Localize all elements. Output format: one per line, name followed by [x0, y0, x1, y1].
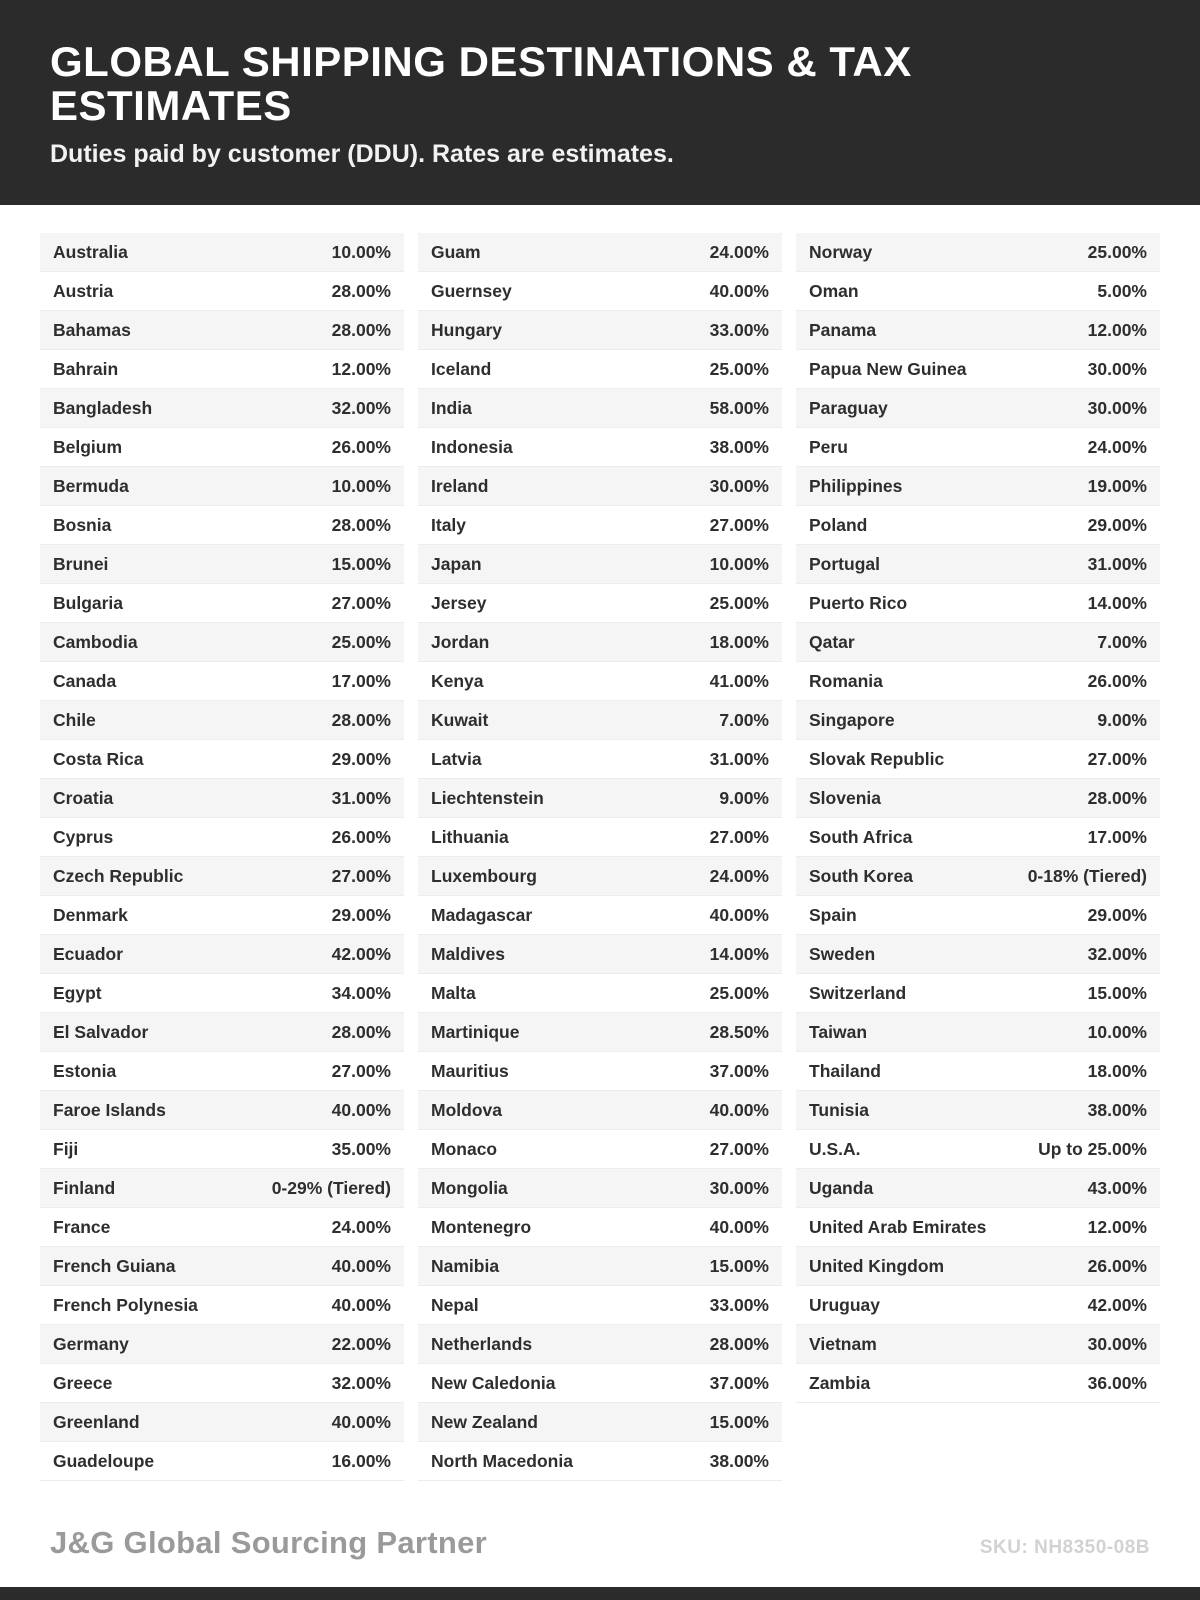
country-name: Nepal — [431, 1294, 479, 1315]
tax-rate: 25.00% — [709, 592, 769, 613]
country-name: Portugal — [809, 553, 880, 574]
tax-rate: 28.00% — [709, 1333, 769, 1354]
table-row — [40, 935, 404, 974]
country-name: Fiji — [53, 1138, 79, 1159]
country-name: Maldives — [431, 943, 505, 964]
tax-rate: 40.00% — [331, 1294, 391, 1315]
table-row — [40, 1403, 404, 1442]
country-name: Bulgaria — [53, 592, 124, 613]
country-name: Japan — [431, 553, 482, 574]
page-subtitle: Duties paid by customer (DDU). Rates are estimates. — [50, 140, 674, 169]
table-row — [796, 233, 1160, 272]
tax-rate: 26.00% — [331, 826, 391, 847]
table-row — [40, 272, 404, 311]
table-row — [796, 974, 1160, 1013]
country-name: Zambia — [809, 1372, 871, 1393]
country-name: Vietnam — [809, 1333, 877, 1354]
country-name: Tunisia — [809, 1099, 869, 1120]
tax-rate: 24.00% — [1087, 436, 1147, 457]
country-name: Monaco — [431, 1138, 498, 1159]
table-row — [40, 974, 404, 1013]
country-name: Madagascar — [431, 904, 533, 925]
table-row — [40, 1091, 404, 1130]
country-name: Slovak Republic — [809, 748, 945, 769]
table-row — [40, 584, 404, 623]
country-name: Luxembourg — [431, 865, 537, 886]
table-row — [40, 896, 404, 935]
country-name: Brunei — [53, 553, 109, 574]
tax-rate: 29.00% — [1087, 904, 1147, 925]
table-row — [418, 740, 782, 779]
table-row — [796, 1013, 1160, 1052]
country-name: Ireland — [431, 475, 489, 496]
tax-rate: 19.00% — [1087, 475, 1147, 496]
tax-rate: 18.00% — [1087, 1060, 1147, 1081]
sku-label: SKU: NH8350-08B — [979, 1537, 1150, 1558]
tax-rate: 27.00% — [331, 865, 391, 886]
table-row — [418, 1442, 782, 1481]
country-name: Australia — [53, 241, 128, 262]
rates-table — [0, 205, 1200, 1481]
tax-rate: 10.00% — [709, 553, 769, 574]
country-name: El Salvador — [53, 1021, 149, 1042]
country-name: Costa Rica — [53, 748, 144, 769]
table-row — [796, 1130, 1160, 1169]
table-row — [796, 857, 1160, 896]
table-row — [796, 1169, 1160, 1208]
country-name: Liechtenstein — [431, 787, 544, 808]
table-row — [418, 662, 782, 701]
table-row — [40, 623, 404, 662]
tax-rate: 18.00% — [709, 631, 769, 652]
table-row — [40, 1208, 404, 1247]
country-name: Indonesia — [431, 436, 513, 457]
country-name: Guadeloupe — [53, 1450, 155, 1471]
country-name: Papua New Guinea — [809, 358, 967, 379]
table-row — [796, 311, 1160, 350]
country-name: Croatia — [53, 787, 114, 808]
country-name: Latvia — [431, 748, 482, 769]
tax-rate: 28.00% — [331, 709, 391, 730]
tax-rate: 15.00% — [331, 553, 391, 574]
tax-rate: 9.00% — [719, 787, 769, 808]
country-name: Finland — [53, 1177, 116, 1198]
bottom-accent-bar — [0, 1587, 1200, 1600]
country-name: South Korea — [809, 865, 914, 886]
table-row — [418, 389, 782, 428]
tax-rate: 0-18% (Tiered) — [1027, 865, 1147, 886]
table-row — [40, 311, 404, 350]
country-name: France — [53, 1216, 111, 1237]
country-name: Lithuania — [431, 826, 509, 847]
tax-rate: 38.00% — [709, 436, 769, 457]
country-name: Bahamas — [53, 319, 131, 340]
table-row — [796, 779, 1160, 818]
tax-rate: 40.00% — [709, 280, 769, 301]
table-row — [418, 272, 782, 311]
tax-rate: 30.00% — [709, 475, 769, 496]
tax-rate: 10.00% — [331, 241, 391, 262]
table-row — [796, 272, 1160, 311]
page-header — [0, 0, 1200, 205]
tax-rate: 14.00% — [1087, 592, 1147, 613]
country-name: United Arab Emirates — [809, 1216, 987, 1237]
table-row — [40, 428, 404, 467]
country-name: Paraguay — [809, 397, 888, 418]
table-row — [40, 662, 404, 701]
tax-rate: 16.00% — [331, 1450, 391, 1471]
rate-column — [796, 233, 1160, 1403]
table-row — [796, 1091, 1160, 1130]
table-row — [40, 1364, 404, 1403]
tax-rate: 5.00% — [1097, 280, 1147, 301]
tax-rate: 15.00% — [709, 1255, 769, 1276]
tax-rate: 30.00% — [1087, 397, 1147, 418]
table-row — [40, 1442, 404, 1481]
table-row — [40, 1013, 404, 1052]
table-row — [418, 974, 782, 1013]
tax-rate: 29.00% — [331, 748, 391, 769]
country-name: Germany — [53, 1333, 129, 1354]
country-name: Ecuador — [53, 943, 124, 964]
country-name: U.S.A. — [809, 1138, 861, 1159]
table-row — [40, 1052, 404, 1091]
country-name: Belgium — [53, 436, 123, 457]
tax-rate: 14.00% — [709, 943, 769, 964]
table-row — [40, 1247, 404, 1286]
table-row — [796, 818, 1160, 857]
tax-rate: 32.00% — [331, 397, 391, 418]
country-name: Hungary — [431, 319, 502, 340]
tax-rate: 27.00% — [709, 1138, 769, 1159]
country-name: Oman — [809, 280, 859, 301]
country-name: Taiwan — [809, 1021, 868, 1042]
table-row — [40, 779, 404, 818]
rate-column — [418, 233, 782, 1481]
tax-rate: Up to 25.00% — [1038, 1138, 1147, 1159]
country-name: Sweden — [809, 943, 876, 964]
table-row — [796, 1325, 1160, 1364]
tax-rate: 31.00% — [709, 748, 769, 769]
country-name: Estonia — [53, 1060, 117, 1081]
table-row — [418, 701, 782, 740]
country-name: South Africa — [809, 826, 913, 847]
country-name: Iceland — [431, 358, 492, 379]
tax-rate: 12.00% — [1087, 319, 1147, 340]
table-row — [418, 311, 782, 350]
table-row — [418, 467, 782, 506]
tax-rate: 31.00% — [331, 787, 391, 808]
country-name: Austria — [53, 280, 114, 301]
table-row — [418, 545, 782, 584]
country-name: New Zealand — [431, 1411, 538, 1432]
country-name: Cambodia — [53, 631, 138, 652]
table-row — [418, 1325, 782, 1364]
country-name: North Macedonia — [431, 1450, 573, 1471]
table-row — [796, 506, 1160, 545]
country-name: Egypt — [53, 982, 102, 1003]
table-row — [40, 389, 404, 428]
country-name: Mongolia — [431, 1177, 508, 1198]
table-row — [796, 935, 1160, 974]
table-row — [418, 1091, 782, 1130]
table-row — [796, 1364, 1160, 1403]
tax-rate: 33.00% — [709, 319, 769, 340]
tax-rate: 24.00% — [709, 865, 769, 886]
country-name: Bahrain — [53, 358, 119, 379]
tax-rate: 28.00% — [331, 1021, 391, 1042]
tax-rate: 29.00% — [331, 904, 391, 925]
tax-rate: 30.00% — [1087, 1333, 1147, 1354]
tax-rate: 38.00% — [709, 1450, 769, 1471]
country-name: Peru — [809, 436, 848, 457]
table-row — [796, 428, 1160, 467]
table-row — [40, 701, 404, 740]
country-name: Jordan — [431, 631, 490, 652]
tax-rate: 30.00% — [709, 1177, 769, 1198]
country-name: United Kingdom — [809, 1255, 945, 1276]
table-row — [40, 1325, 404, 1364]
country-name: Puerto Rico — [809, 592, 908, 613]
table-row — [40, 467, 404, 506]
tax-rate: 9.00% — [1097, 709, 1147, 730]
country-name: Uganda — [809, 1177, 874, 1198]
tax-rate: 25.00% — [331, 631, 391, 652]
table-row — [796, 584, 1160, 623]
table-row — [40, 857, 404, 896]
country-name: Spain — [809, 904, 857, 925]
country-name: Guernsey — [431, 280, 512, 301]
table-row — [796, 545, 1160, 584]
tax-rate: 27.00% — [709, 826, 769, 847]
table-row — [418, 1169, 782, 1208]
tax-rate: 12.00% — [331, 358, 391, 379]
country-name: Kenya — [431, 670, 484, 691]
tax-rate: 36.00% — [1087, 1372, 1147, 1393]
country-name: Greenland — [53, 1411, 140, 1432]
country-name: Chile — [53, 709, 96, 730]
tax-rate: 15.00% — [1087, 982, 1147, 1003]
country-name: Guam — [431, 241, 481, 262]
table-row — [418, 428, 782, 467]
rate-column — [40, 233, 404, 1481]
country-name: Italy — [431, 514, 467, 535]
tax-rate: 24.00% — [331, 1216, 391, 1237]
tax-rate: 31.00% — [1087, 553, 1147, 574]
table-row — [796, 740, 1160, 779]
table-row — [796, 1247, 1160, 1286]
tax-rate: 32.00% — [1087, 943, 1147, 964]
tax-rate: 27.00% — [331, 1060, 391, 1081]
table-row — [418, 1130, 782, 1169]
country-name: Malta — [431, 982, 476, 1003]
table-row — [796, 350, 1160, 389]
country-name: Switzerland — [809, 982, 907, 1003]
tax-rate: 34.00% — [331, 982, 391, 1003]
tax-rate: 26.00% — [1087, 670, 1147, 691]
brand-name: J&G Global Sourcing Partner — [50, 1525, 488, 1560]
table-row — [796, 1286, 1160, 1325]
table-row — [796, 896, 1160, 935]
tax-rate: 32.00% — [331, 1372, 391, 1393]
table-row — [796, 623, 1160, 662]
tax-rate: 7.00% — [719, 709, 769, 730]
table-row — [796, 662, 1160, 701]
country-name: Bangladesh — [53, 397, 153, 418]
table-row — [418, 1052, 782, 1091]
country-name: Faroe Islands — [53, 1099, 166, 1120]
country-name: Canada — [53, 670, 117, 691]
tax-rate: 37.00% — [709, 1372, 769, 1393]
tax-rate: 58.00% — [709, 397, 769, 418]
tax-rate: 10.00% — [1087, 1021, 1147, 1042]
tax-rate: 40.00% — [709, 1216, 769, 1237]
table-row — [418, 584, 782, 623]
tax-rate: 28.00% — [331, 514, 391, 535]
table-row — [418, 1208, 782, 1247]
tax-rate: 41.00% — [709, 670, 769, 691]
page-footer — [0, 1525, 1200, 1587]
country-name: Mauritius — [431, 1060, 509, 1081]
table-row — [418, 1247, 782, 1286]
country-name: Greece — [53, 1372, 113, 1393]
tax-rate: 40.00% — [331, 1099, 391, 1120]
table-row — [418, 935, 782, 974]
tax-rate: 17.00% — [331, 670, 391, 691]
tax-rate: 25.00% — [709, 358, 769, 379]
table-row — [796, 389, 1160, 428]
table-row — [418, 506, 782, 545]
table-row — [40, 818, 404, 857]
table-row — [418, 1286, 782, 1325]
table-row — [796, 467, 1160, 506]
country-name: Poland — [809, 514, 868, 535]
country-name: Montenegro — [431, 1216, 532, 1237]
country-name: Cyprus — [53, 826, 114, 847]
tax-rate: 27.00% — [331, 592, 391, 613]
tax-rate: 38.00% — [1087, 1099, 1147, 1120]
country-name: Bermuda — [53, 475, 129, 496]
tax-rate: 30.00% — [1087, 358, 1147, 379]
country-name: Slovenia — [809, 787, 881, 808]
table-row — [40, 1130, 404, 1169]
table-row — [418, 779, 782, 818]
country-name: Norway — [809, 241, 873, 262]
tax-rate: 12.00% — [1087, 1216, 1147, 1237]
country-name: Bosnia — [53, 514, 112, 535]
table-row — [418, 857, 782, 896]
table-row — [40, 506, 404, 545]
country-name: Romania — [809, 670, 883, 691]
table-row — [796, 1052, 1160, 1091]
table-row — [418, 1013, 782, 1052]
tax-rate: 40.00% — [709, 1099, 769, 1120]
table-row — [796, 701, 1160, 740]
tax-rate: 0-29% (Tiered) — [271, 1177, 391, 1198]
country-name: Jersey — [431, 592, 487, 613]
table-row — [418, 1364, 782, 1403]
tax-rate: 27.00% — [709, 514, 769, 535]
tax-rate: 17.00% — [1087, 826, 1147, 847]
tax-rate: 43.00% — [1087, 1177, 1147, 1198]
country-name: Panama — [809, 319, 877, 340]
country-name: Netherlands — [431, 1333, 533, 1354]
tax-rate: 26.00% — [1087, 1255, 1147, 1276]
table-row — [40, 740, 404, 779]
tax-rate: 42.00% — [1087, 1294, 1147, 1315]
tax-rate: 42.00% — [331, 943, 391, 964]
table-row — [418, 1403, 782, 1442]
table-row — [796, 1208, 1160, 1247]
tax-rate: 40.00% — [709, 904, 769, 925]
tax-rate: 35.00% — [331, 1138, 391, 1159]
country-name: Denmark — [53, 904, 128, 925]
table-row — [418, 818, 782, 857]
tax-rate: 33.00% — [709, 1294, 769, 1315]
country-name: Qatar — [809, 631, 855, 652]
country-name: Uruguay — [809, 1294, 880, 1315]
tax-rate: 15.00% — [709, 1411, 769, 1432]
table-row — [40, 350, 404, 389]
table-row — [40, 233, 404, 272]
country-name: Singapore — [809, 709, 895, 730]
country-name: Martinique — [431, 1021, 520, 1042]
table-row — [418, 623, 782, 662]
country-name: Thailand — [809, 1060, 881, 1081]
table-row — [40, 1286, 404, 1325]
tax-rate: 24.00% — [709, 241, 769, 262]
country-name: Czech Republic — [53, 865, 184, 886]
country-name: Philippines — [809, 475, 903, 496]
table-row — [40, 1169, 404, 1208]
table-row — [418, 896, 782, 935]
tax-rate: 25.00% — [1087, 241, 1147, 262]
tax-rate: 26.00% — [331, 436, 391, 457]
tax-rate: 29.00% — [1087, 514, 1147, 535]
tax-rate: 40.00% — [331, 1255, 391, 1276]
country-name: French Guiana — [53, 1255, 176, 1276]
tax-rate: 10.00% — [331, 475, 391, 496]
country-name: New Caledonia — [431, 1372, 556, 1393]
country-name: Moldova — [431, 1099, 502, 1120]
tax-rate: 28.00% — [1087, 787, 1147, 808]
tax-rate: 22.00% — [331, 1333, 391, 1354]
tax-rate: 37.00% — [709, 1060, 769, 1081]
tax-rate: 25.00% — [709, 982, 769, 1003]
tax-rate: 40.00% — [331, 1411, 391, 1432]
page-title: GLOBAL SHIPPING DESTINATIONS & TAX ESTIMATES — [50, 38, 912, 130]
country-name: India — [431, 397, 472, 418]
tax-rate: 28.00% — [331, 319, 391, 340]
tax-rate: 27.00% — [1087, 748, 1147, 769]
tax-rate: 28.00% — [331, 280, 391, 301]
country-name: Namibia — [431, 1255, 500, 1276]
tax-rate: 7.00% — [1097, 631, 1147, 652]
country-name: Kuwait — [431, 709, 489, 730]
table-row — [40, 545, 404, 584]
table-row — [418, 350, 782, 389]
table-row — [418, 233, 782, 272]
country-name: French Polynesia — [53, 1294, 198, 1315]
tax-rate: 28.50% — [709, 1021, 769, 1042]
